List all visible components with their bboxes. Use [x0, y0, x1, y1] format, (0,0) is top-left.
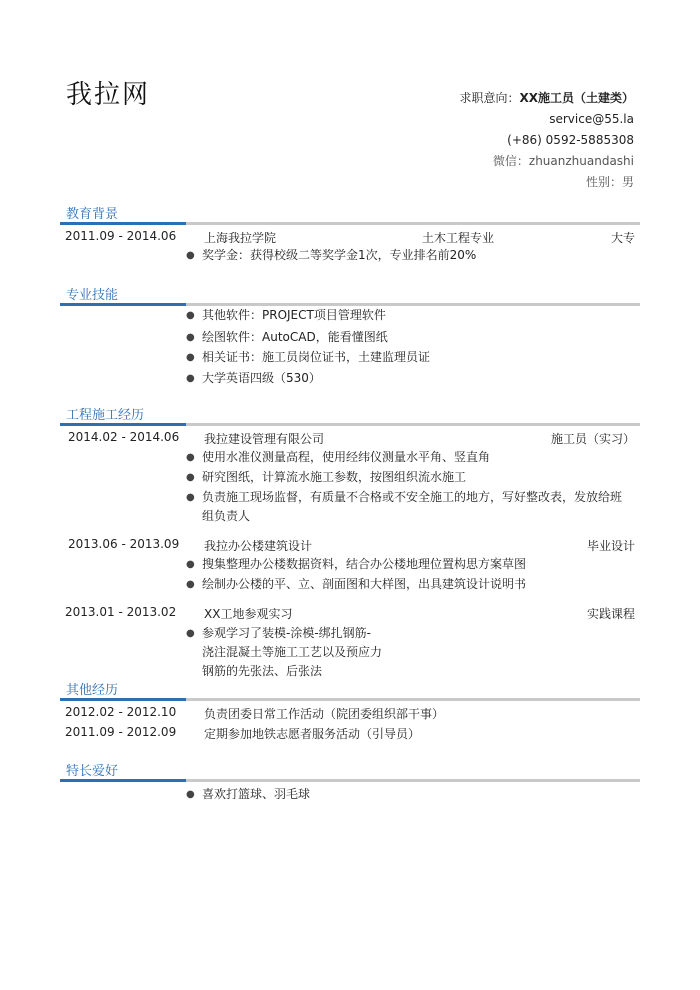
- list-item: ● 搜集整理办公楼数据资料，结合办公楼地理位置构思方案草图: [186, 555, 636, 574]
- bullet-icon: ●: [186, 373, 195, 384]
- gender-text: 性别：男: [585, 175, 634, 189]
- list-item: ● 奖学金：获得校级二等奖学金1次，专业排名前20%: [186, 246, 636, 265]
- section-title: 工程施工经历: [66, 408, 145, 423]
- list-item: ● 绘图软件：AutoCAD，能看懂图纸: [186, 328, 636, 347]
- section-divider-accent: [60, 698, 186, 701]
- list-item: ● 其他软件：PROJECT项目管理软件: [186, 306, 636, 325]
- section-title: 专业技能: [66, 288, 119, 303]
- section-divider: [60, 222, 640, 225]
- section-divider-accent: [60, 222, 186, 225]
- list-item: ● 参观学习了装模-涂模-绑扎钢筋-浇注混凝土等施工工艺以及预应力钢筋的先张法、后张法: [186, 626, 383, 678]
- education-school: 上海我拉学院: [204, 231, 277, 245]
- section-divider-accent: [60, 423, 186, 426]
- experience-role: 施工员（实习）: [550, 432, 635, 446]
- education-date: 2011.09 - 2014.06: [65, 229, 177, 243]
- experience-date: 2014.02 - 2014.06: [68, 430, 180, 444]
- other-text: 定期参加地铁志愿者服务活动（引导员）: [204, 727, 421, 741]
- section-divider: [60, 423, 640, 426]
- experience-role: 毕业设计: [586, 539, 635, 553]
- bullet-icon: ●: [186, 352, 195, 363]
- bullet-icon: ●: [186, 789, 195, 800]
- wechat-text: 微信：zhuanzhuandashi: [492, 154, 634, 168]
- bullet-icon: ●: [186, 472, 195, 483]
- list-item: ● 负责施工现场监督，有质量不合格或不安全施工的地方，写好整改表，发放给班组负责人: [186, 490, 623, 523]
- experience-role: 实践课程: [586, 607, 635, 621]
- bullet-icon: ●: [186, 452, 195, 463]
- phone-text: (+86) 0592-5885308: [507, 133, 634, 147]
- experience-org: 我拉建设管理有限公司: [204, 432, 325, 446]
- section-title: 其他经历: [66, 683, 119, 698]
- bullet-icon: ●: [186, 332, 195, 343]
- other-date: 2011.09 - 2012.09: [65, 725, 177, 739]
- email-text: service@55.la: [549, 112, 634, 126]
- section-divider: [60, 698, 640, 701]
- job-intent-label: 求职意向：: [459, 91, 520, 105]
- section-divider-accent: [60, 779, 186, 782]
- list-item: ● 大学英语四级（530）: [186, 369, 636, 388]
- education-major: 土木工程专业: [422, 231, 495, 245]
- education-degree: 大专: [610, 231, 635, 245]
- section-title: 特长爱好: [66, 764, 119, 779]
- section-title: 教育背景: [66, 207, 119, 222]
- experience-org: XX工地参观实习: [204, 607, 293, 621]
- experience-org: 我拉办公楼建筑设计: [204, 539, 313, 553]
- resume-name: 我拉网: [66, 80, 151, 110]
- experience-date: 2013.06 - 2013.09: [68, 537, 180, 551]
- list-item: ● 研究图纸，计算流水施工参数，按图组织流水施工: [186, 468, 636, 487]
- bullet-icon: ●: [186, 559, 195, 570]
- job-intent-value: XX施工员（土建类）: [519, 91, 634, 105]
- other-date: 2012.02 - 2012.10: [65, 705, 177, 719]
- bullet-icon: ●: [186, 492, 195, 503]
- other-text: 负责团委日常工作活动（院团委组织部干事）: [204, 707, 445, 721]
- list-item: ● 相关证书：施工员岗位证书，土建监理员证: [186, 348, 636, 367]
- list-item: ● 使用水准仪测量高程，使用经纬仪测量水平角、竖直角: [186, 448, 636, 467]
- contact-block: [459, 88, 634, 193]
- experience-date: 2013.01 - 2013.02: [65, 605, 177, 619]
- job-intent: [459, 88, 634, 109]
- bullet-icon: ●: [186, 628, 195, 639]
- list-item: ● 绘制办公楼的平、立、剖面图和大样图，出具建筑设计说明书: [186, 575, 636, 594]
- bullet-icon: ●: [186, 579, 195, 590]
- bullet-icon: ●: [186, 250, 195, 261]
- bullet-icon: ●: [186, 310, 195, 321]
- section-divider-accent: [60, 303, 186, 306]
- list-item: ● 喜欢打篮球、羽毛球: [186, 785, 636, 804]
- section-divider: [60, 779, 640, 782]
